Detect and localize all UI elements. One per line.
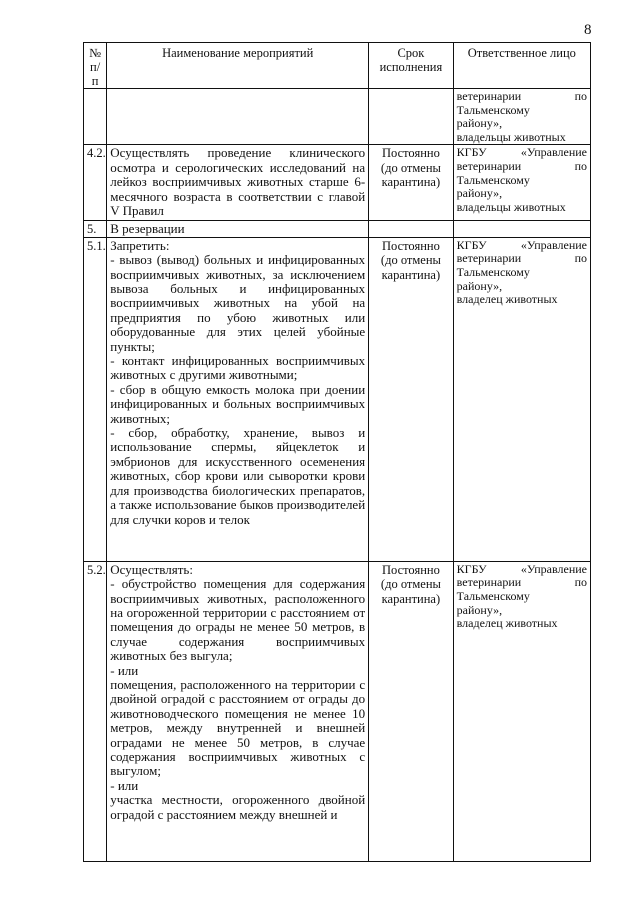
table-body xyxy=(84,89,591,862)
responsible-cell xyxy=(453,221,590,237)
measure-cell xyxy=(107,221,369,237)
row-number: 4.2. xyxy=(84,145,107,221)
measure-text: помещения, расположенного на территории с двойной оградой с расстоянием от ограды до животноводческого помещения не менее 10 метров, между внутренней и внешней оградами не менее 50 метров, в случае содержания восприимчивых животных с выгулом; xyxy=(110,677,366,779)
table-row xyxy=(84,145,591,221)
table-row xyxy=(84,89,591,145)
row-number: 5.2. xyxy=(84,561,107,861)
responsible-text: КГБУ «Управление ветеринарии по xyxy=(456,145,587,173)
responsible-cell xyxy=(453,89,590,145)
responsible-text: владельцы животных xyxy=(456,199,566,214)
responsible-text: Тальменскому xyxy=(456,264,530,279)
row-number: 5.1. xyxy=(84,237,107,561)
header-responsible: Ответственное лицо xyxy=(453,43,590,89)
measure-text: - сбор, обработку, хранение, вывоз и использование спермы, яйцеклеток и эмбрионов для искусственного осеменения животных, сбор крови или сыворотки крови для производства биологических препаратов, а также использование быков производителей для случки коров и телок xyxy=(110,425,366,527)
measures-table xyxy=(83,42,591,862)
responsible-text: Тальменскому xyxy=(456,172,530,187)
responsible-text: району», xyxy=(456,116,503,131)
measure-text: - или xyxy=(110,662,139,678)
responsible-text: району», xyxy=(456,186,503,201)
measure-cell xyxy=(107,89,369,145)
responsible-text: району», xyxy=(456,602,503,617)
measure-text: - контакт инфицированных восприимчивых животных с другими животными; xyxy=(110,353,366,383)
table-row xyxy=(84,561,591,861)
term-cell: Постоянно (до отмены карантина) xyxy=(369,561,454,861)
responsible-text: КГБУ «Управление ветеринарии по xyxy=(456,561,587,590)
measure-text: Запретить: xyxy=(110,237,170,253)
table-header-row xyxy=(84,43,591,89)
row-number: 5. xyxy=(84,221,107,237)
term-cell xyxy=(369,89,454,145)
table-row xyxy=(84,221,591,237)
measure-text: участка местности, огороженного двойной оградой с расстоянием между внешней и xyxy=(110,792,366,822)
term-cell xyxy=(369,221,454,237)
measure-text: - обустройство помещения для содержания восприимчивых животных, расположенного на огороженной территории с расстоянием от помещения до ограды не менее 50 метров, в случае содержания восприимчивых животных без выгула; xyxy=(110,576,366,664)
responsible-cell xyxy=(453,237,590,561)
responsible-text: владелец животных xyxy=(456,616,558,631)
measure-text: Осуществлять: xyxy=(110,561,193,577)
measure-text: - или xyxy=(110,777,139,793)
responsible-text: владельцы животных xyxy=(456,129,566,144)
responsible-text: Тальменскому xyxy=(456,102,530,117)
header-num: № п/п xyxy=(84,43,107,89)
measure-text: В резервации xyxy=(110,221,185,237)
measure-cell xyxy=(107,561,369,861)
responsible-text: КГБУ «Управление ветеринарии по xyxy=(456,237,587,266)
term-cell: Постоянно (до отмены карантина) xyxy=(369,145,454,221)
measure-cell xyxy=(107,237,369,561)
header-name: Наименование мероприятий xyxy=(107,43,369,89)
header-term: Срок исполнения xyxy=(369,43,454,89)
measure-cell xyxy=(107,145,369,221)
responsible-cell xyxy=(453,561,590,861)
page-number: 8 xyxy=(584,22,592,38)
table-row xyxy=(84,237,591,561)
responsible-cell xyxy=(453,145,590,221)
responsible-text: владелец животных xyxy=(456,292,558,307)
responsible-text: району», xyxy=(456,278,503,293)
term-cell: Постоянно (до отмены карантина) xyxy=(369,237,454,561)
measure-text: - сбор в общую емкость молока при доении инфицированных и больных восприимчивых животных; xyxy=(110,381,366,426)
responsible-text: Тальменскому xyxy=(456,588,530,603)
row-number xyxy=(84,89,107,145)
responsible-text: ветеринарии по xyxy=(456,89,587,103)
measure-text: - вывоз (вывод) больных и инфицированных восприимчивых животных, за исключением вывоза больных и инфицированных восприимчивых животных на убой на предприятия по убою животных или оборудованные для этих целей убойные пункты; xyxy=(110,252,366,354)
measure-text: Осуществлять проведение клинического осмотра и серологических исследований на лейкоз восприимчивых животных старше 6-месячного возраста в соответствии с главой V Правил xyxy=(110,145,366,218)
